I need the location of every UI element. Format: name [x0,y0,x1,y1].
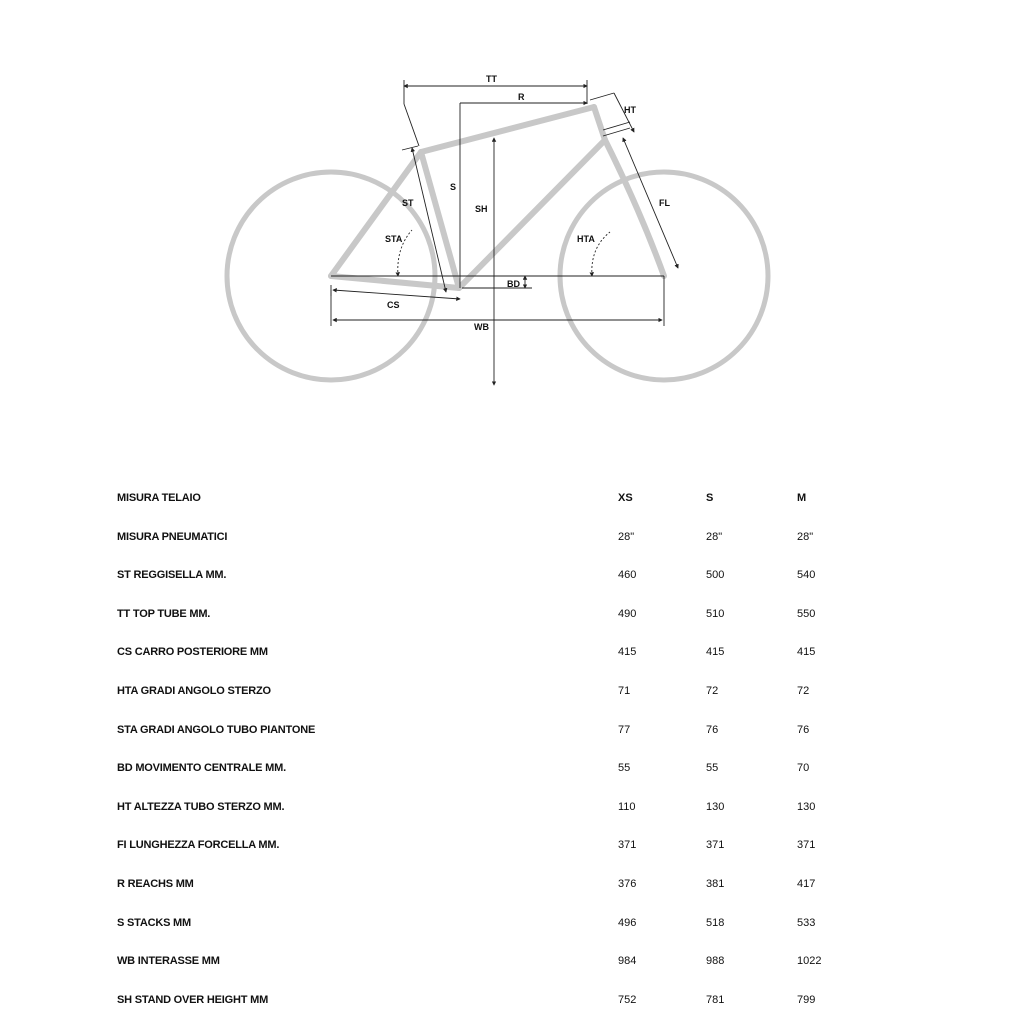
table-row [117,749,997,788]
label-s: S [450,182,457,192]
label-sta: STA [385,234,403,244]
value-s: 72 [706,684,719,697]
value-m: 28" [797,530,814,543]
value-s: 55 [706,762,719,775]
header-size-s: S [706,492,714,504]
value-m: 72 [797,684,810,697]
value-xs: 752 [618,993,637,1006]
table-row [117,672,997,711]
value-s: 510 [706,607,725,620]
value-s: 781 [706,993,725,1006]
row-label: TT TOP TUBE MM. [117,607,211,620]
value-m: 371 [797,839,816,852]
table-row [117,518,997,557]
label-wb: WB [474,322,489,332]
row-label: R REACHS MM [117,877,194,890]
header-size-m: M [797,492,807,504]
table-row [117,826,997,865]
value-xs: 110 [618,800,636,813]
value-m: 417 [797,877,816,890]
value-xs: 496 [618,916,637,929]
row-label: STA GRADI ANGOLO TUBO PIANTONE [117,723,316,736]
value-xs: 460 [618,569,637,582]
row-label: SH STAND OVER HEIGHT MM [117,993,269,1006]
row-label: S STACKS MM [117,916,191,929]
bike-geometry-diagram [0,0,1024,420]
row-label: FI LUNGHEZZA FORCELLA MM. [117,839,280,852]
row-label: BD MOVIMENTO CENTRALE MM. [117,762,286,775]
value-s: 415 [706,646,725,659]
dimension-lines [331,80,678,385]
value-xs: 490 [618,607,637,620]
row-label: HTA GRADI ANGOLO STERZO [117,684,271,697]
table-row [117,865,997,904]
value-s: 988 [706,955,725,968]
table-row [117,788,997,827]
label-r: R [518,92,525,102]
value-m: 799 [797,993,816,1006]
table-header-row [117,479,997,518]
bike-frame [331,107,664,288]
table-row [117,711,997,750]
value-s: 500 [706,569,725,582]
value-m: 533 [797,916,816,929]
value-s: 518 [706,916,725,929]
row-label: ST REGGISELLA MM. [117,569,227,582]
value-m: 550 [797,607,816,620]
table-row [117,556,997,595]
value-s: 371 [706,839,725,852]
value-m: 70 [797,762,810,775]
row-label: HT ALTEZZA TUBO STERZO MM. [117,800,285,813]
table-row [117,942,997,981]
value-s: 130 [706,800,725,813]
label-tt: TT [486,74,497,84]
value-m: 76 [797,723,810,736]
row-label: WB INTERASSE MM [117,955,220,968]
table-row [117,904,997,943]
value-xs: 984 [618,955,637,968]
label-fl: FL [659,198,670,208]
table-row [117,595,997,634]
value-xs: 415 [618,646,637,659]
value-m: 540 [797,569,816,582]
value-xs: 376 [618,877,637,890]
header-label: MISURA TELAIO [117,492,201,504]
value-xs: 77 [618,723,631,736]
table-row [117,633,997,672]
value-xs: 28" [618,530,635,543]
value-xs: 371 [618,839,637,852]
table-row [117,981,997,1020]
label-hta: HTA [577,234,595,244]
label-st: ST [402,198,414,208]
label-cs: CS [387,300,400,310]
value-m: 1022 [797,955,822,968]
value-s: 381 [706,877,725,890]
value-s: 76 [706,723,719,736]
geometry-table [117,479,997,1019]
row-label: MISURA PNEUMATICI [117,530,228,543]
label-bd: BD [507,279,520,289]
value-m: 130 [797,800,816,813]
value-m: 415 [797,646,816,659]
label-sh: SH [475,204,488,214]
value-s: 28" [706,530,723,543]
label-ht: HT [624,105,636,115]
header-size-xs: XS [618,492,633,504]
value-xs: 55 [618,762,631,775]
row-label: CS CARRO POSTERIORE MM [117,646,268,659]
value-xs: 71 [618,684,631,697]
